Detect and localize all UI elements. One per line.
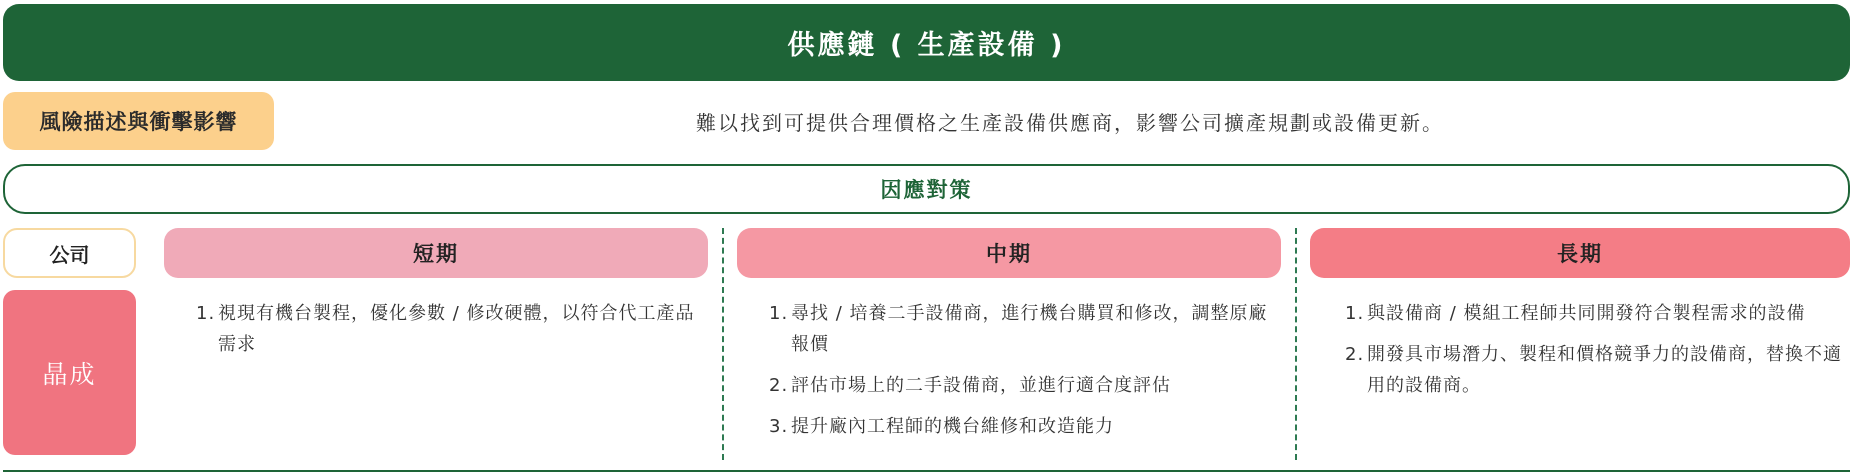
item-text: 視現有機台製程，優化參數 / 修改硬體，以符合代工產品需求: [218, 303, 695, 355]
company-name: 晶成: [3, 290, 136, 455]
item-number: 2.: [1345, 344, 1365, 365]
list-item: [769, 411, 1269, 442]
long-term-list: [1345, 298, 1845, 411]
company-header: 公司: [3, 228, 136, 278]
bottom-rule: [3, 470, 1850, 472]
column-divider: [1295, 228, 1297, 460]
item-number: 1.: [196, 303, 216, 324]
short-term-list: [196, 298, 696, 370]
phase-header-mid-term: 中期: [737, 228, 1281, 278]
item-text: 與設備商 / 模組工程師共同開發符合製程需求的設備: [1367, 303, 1806, 324]
mid-term-list: [769, 298, 1269, 452]
item-text: 開發具市場潛力、製程和價格競爭力的設備商，替換不適用的設備商。: [1367, 344, 1842, 396]
item-text: 提升廠內工程師的機台維修和改造能力: [791, 416, 1114, 437]
item-number: 3.: [769, 416, 789, 437]
item-number: 1.: [1345, 303, 1365, 324]
list-item: [769, 370, 1269, 401]
list-item: [1345, 339, 1845, 401]
response-header: 因應對策: [3, 164, 1850, 214]
item-number: 2.: [769, 375, 789, 396]
risk-description: 難以找到可提供合理價格之生產設備供應商，影響公司擴產規劃或設備更新。: [696, 110, 1444, 135]
list-item: [196, 298, 696, 360]
item-text: 評估市場上的二手設備商，並進行適合度評估: [791, 375, 1171, 396]
risk-label: 風險描述與衝擊影響: [3, 92, 274, 150]
list-item: [769, 298, 1269, 360]
item-number: 1.: [769, 303, 789, 324]
item-text: 尋找 / 培養二手設備商，進行機台購買和修改，調整原廠報價: [791, 303, 1268, 355]
page-title: 供應鏈 ( 生產設備 ): [3, 4, 1850, 81]
column-divider: [722, 228, 724, 460]
list-item: [1345, 298, 1845, 329]
phase-header-short-term: 短期: [164, 228, 708, 278]
phase-header-long-term: 長期: [1310, 228, 1850, 278]
